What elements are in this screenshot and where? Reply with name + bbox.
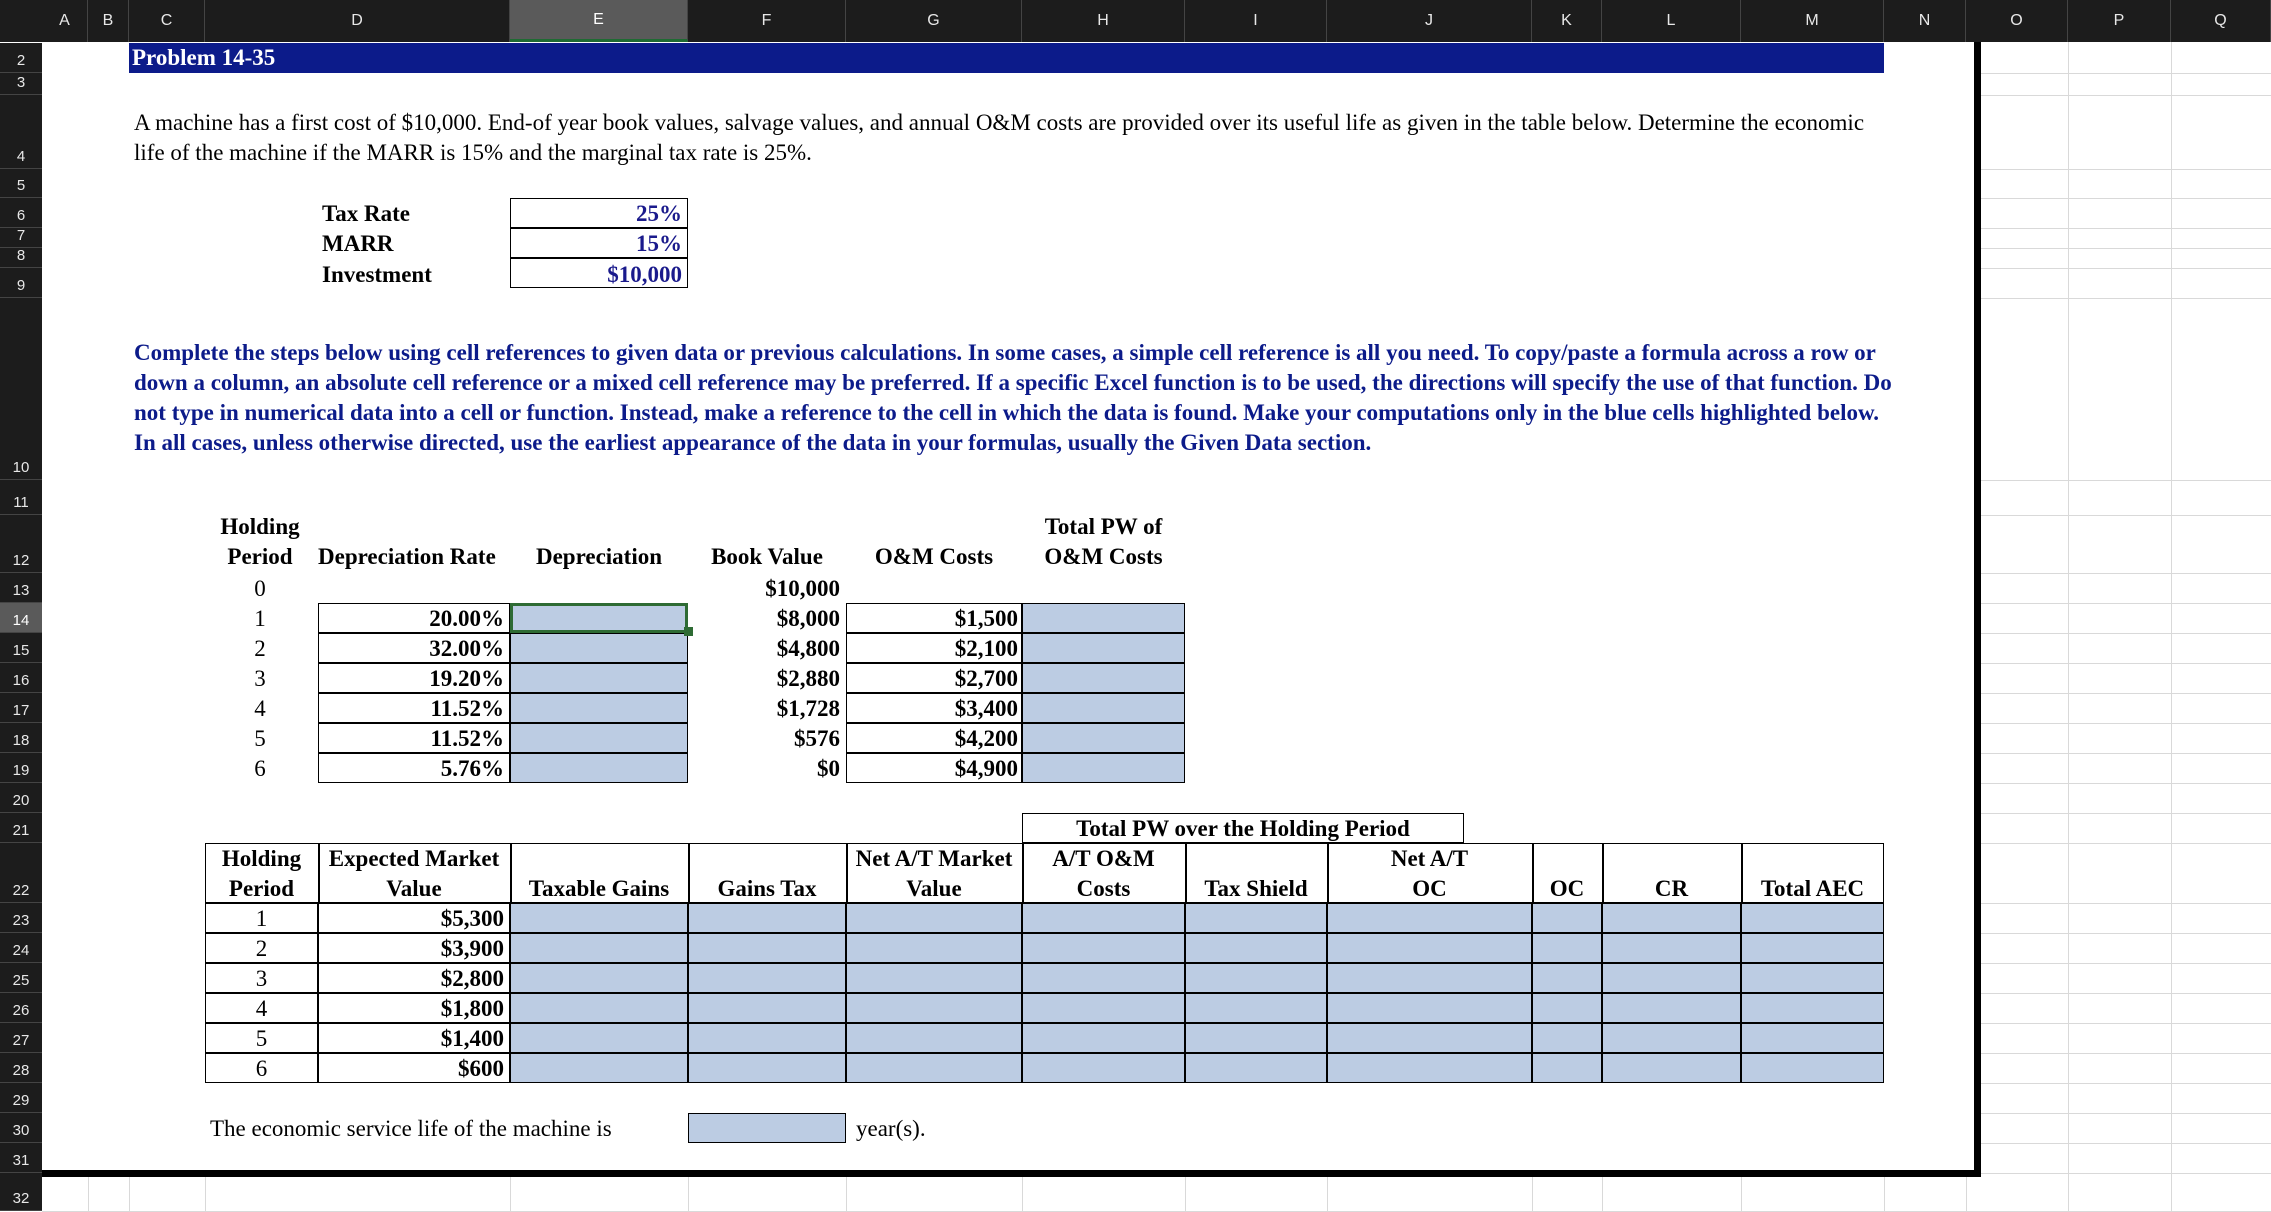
row-header-11[interactable]: 11 xyxy=(0,480,42,515)
t2-cr-input-4[interactable] xyxy=(1602,993,1741,1023)
t1-period-3: 3 xyxy=(254,666,266,691)
row-header-17[interactable]: 17 xyxy=(0,693,42,723)
column-header-e[interactable]: E xyxy=(510,0,688,42)
t1-book-0: $10,000 xyxy=(765,576,840,601)
tax-rate-label: Tax Rate xyxy=(322,201,410,226)
t1-book-4: $1,728 xyxy=(776,696,840,721)
column-header-p[interactable]: P xyxy=(2068,0,2171,42)
t1-depreciation-input-6[interactable] xyxy=(510,753,688,783)
t1-dep-rate-header: Depreciation Rate xyxy=(318,544,496,569)
row-header-29[interactable]: 29 xyxy=(0,1083,42,1113)
t1-depreciation-input-3[interactable] xyxy=(510,663,688,693)
t2-taxable-gains-input-6[interactable] xyxy=(510,1053,688,1083)
t2-net-market-value-input-3[interactable] xyxy=(846,963,1022,993)
t2-at-om-costs-input-6[interactable] xyxy=(1022,1053,1185,1083)
problem-title: Problem 14-35 xyxy=(129,43,1884,73)
row-header-28[interactable]: 28 xyxy=(0,1053,42,1083)
row-header-26[interactable]: 26 xyxy=(0,993,42,1023)
t1-period-4: 4 xyxy=(254,696,266,721)
column-header-o[interactable]: O xyxy=(1966,0,2068,42)
column-header-g[interactable]: G xyxy=(846,0,1022,42)
t2-total-aec-input-2[interactable] xyxy=(1741,933,1884,963)
t2-tax-shield-input-3[interactable] xyxy=(1185,963,1327,993)
t2-net-market-value-input-5[interactable] xyxy=(846,1023,1022,1053)
row-header-4[interactable]: 4 xyxy=(0,95,42,169)
t2-tax-shield-header: Tax Shield xyxy=(1204,876,1308,901)
column-header-l[interactable]: L xyxy=(1602,0,1741,42)
t2-market-6: $600 xyxy=(458,1056,504,1081)
t1-period-6: 6 xyxy=(254,756,266,781)
t1-om-3: $2,700 xyxy=(954,666,1018,691)
t1-om-1: $1,500 xyxy=(954,606,1018,631)
t2-holding-header-top: Holding xyxy=(221,846,302,871)
t1-period-2: 2 xyxy=(254,636,266,661)
t1-book-value-header: Book Value xyxy=(711,544,823,569)
t2-oc-header: OC xyxy=(1549,876,1585,901)
t2-total-aec-input-4[interactable] xyxy=(1741,993,1884,1023)
t2-at-om-costs-input-2[interactable] xyxy=(1022,933,1185,963)
conclusion-label: The economic service life of the machine is xyxy=(210,1116,612,1141)
marr-label: MARR xyxy=(322,231,394,256)
t2-netoc-header-bottom: OC xyxy=(1412,876,1447,901)
row-header-3[interactable]: 3 xyxy=(0,73,42,95)
t2-tax-shield-input-1[interactable] xyxy=(1185,903,1327,933)
t1-pw-header-bottom: O&M Costs xyxy=(1044,544,1163,569)
row-header-7[interactable]: 7 xyxy=(0,228,42,248)
t1-om-5: $4,200 xyxy=(954,726,1018,751)
column-header-f[interactable]: F xyxy=(688,0,846,42)
t2-cr-header: CR xyxy=(1654,876,1689,901)
t1-book-3: $2,880 xyxy=(776,666,840,691)
row-header-12[interactable]: 12 xyxy=(0,515,42,573)
t2-at-om-costs-input-1[interactable] xyxy=(1022,903,1185,933)
column-header-c[interactable]: C xyxy=(129,0,205,42)
t1-pw-header-top: Total PW of xyxy=(1044,514,1163,539)
column-header-m[interactable]: M xyxy=(1741,0,1884,42)
investment-value: $10,000 xyxy=(607,262,682,287)
t1-rate-5: 11.52% xyxy=(430,726,504,751)
t2-gains-tax-input-5[interactable] xyxy=(688,1023,846,1053)
select-all-corner[interactable] xyxy=(0,0,42,42)
t2-market-2: $3,900 xyxy=(440,936,504,961)
t1-pw-om-input-3[interactable] xyxy=(1022,663,1185,693)
row-header-6[interactable]: 6 xyxy=(0,198,42,228)
t1-period-1: 1 xyxy=(254,606,266,631)
t2-total-aec-header: Total AEC xyxy=(1760,876,1865,901)
t2-market-5: $1,400 xyxy=(440,1026,504,1051)
row-header-19[interactable]: 19 xyxy=(0,753,42,783)
t2-oc-input-3[interactable] xyxy=(1532,963,1602,993)
t1-book-1: $8,000 xyxy=(776,606,840,631)
t2-period-2: 2 xyxy=(255,936,268,961)
t2-tax-shield-input-4[interactable] xyxy=(1185,993,1327,1023)
t1-rate-6: 5.76% xyxy=(440,756,504,781)
t2-oc-input-6[interactable] xyxy=(1532,1053,1602,1083)
t1-holding-header-bottom: Period xyxy=(227,544,293,569)
t1-book-6: $0 xyxy=(817,756,840,781)
t2-oc-input-2[interactable] xyxy=(1532,933,1602,963)
t2-cr-input-5[interactable] xyxy=(1602,1023,1741,1053)
t2-taxable-gains-header: Taxable Gains xyxy=(528,876,670,901)
row-header-23[interactable]: 23 xyxy=(0,903,42,933)
t2-net-at-oc-input-3[interactable] xyxy=(1327,963,1532,993)
t2-cr-input-6[interactable] xyxy=(1602,1053,1741,1083)
t2-tax-shield-input-6[interactable] xyxy=(1185,1053,1327,1083)
t2-emv-header-top: Expected Market xyxy=(328,846,500,871)
row-header-24[interactable]: 24 xyxy=(0,933,42,963)
t2-cr-input-2[interactable] xyxy=(1602,933,1741,963)
t2-period-4: 4 xyxy=(255,996,268,1021)
column-header-b[interactable]: B xyxy=(88,0,129,42)
t2-gains-tax-input-1[interactable] xyxy=(688,903,846,933)
t2-group-header: Total PW over the Holding Period xyxy=(1076,816,1410,841)
t2-gains-tax-input-4[interactable] xyxy=(688,993,846,1023)
t2-netoc-header-top: Net A/T xyxy=(1390,846,1469,871)
t2-period-5: 5 xyxy=(255,1026,268,1051)
t1-book-5: $576 xyxy=(794,726,840,751)
t1-rate-3: 19.20% xyxy=(429,666,504,691)
t2-taxable-gains-input-2[interactable] xyxy=(510,933,688,963)
instructions-text: Complete the steps below using cell references to given data or previous calculations. In some cases, a simple cell reference is all you need. To copy/paste a formula across a row or down a column, an absolute cell reference or a mixed cell reference may be preferred. If a specific Excel function is to be used, the directions will specify the use of that function. Do not type in numerical data into a cell or function. Instead, make a reference to the cell in which the data is found. Make your computations only in the blue cells highlighted below. In all cases, unless otherwise directed, use the earliest appearance of the data in your formulas, usually the Given Data section. xyxy=(134,340,1892,455)
row-header-15[interactable]: 15 xyxy=(0,633,42,663)
conclusion-unit: year(s). xyxy=(856,1116,926,1141)
row-header-18[interactable]: 18 xyxy=(0,723,42,753)
row-header-20[interactable]: 20 xyxy=(0,783,42,813)
t2-tax-shield-input-2[interactable] xyxy=(1185,933,1327,963)
t2-holding-header-bottom: Period xyxy=(228,876,295,901)
column-header-d[interactable]: D xyxy=(205,0,510,42)
t2-oc-input-1[interactable] xyxy=(1532,903,1602,933)
t2-total-aec-input-3[interactable] xyxy=(1741,963,1884,993)
row-header-13[interactable]: 13 xyxy=(0,573,42,603)
t2-net-market-value-input-1[interactable] xyxy=(846,903,1022,933)
t2-market-1: $5,300 xyxy=(440,906,504,931)
grid-column-line xyxy=(2068,42,2069,1211)
t2-taxable-gains-input-4[interactable] xyxy=(510,993,688,1023)
t1-book-2: $4,800 xyxy=(776,636,840,661)
economic-life-input[interactable] xyxy=(688,1113,846,1143)
t2-gains-tax-input-3[interactable] xyxy=(688,963,846,993)
t2-total-aec-input-6[interactable] xyxy=(1741,1053,1884,1083)
t1-rate-4: 11.52% xyxy=(430,696,504,721)
t2-period-3: 3 xyxy=(255,966,268,991)
t2-oc-input-5[interactable] xyxy=(1532,1023,1602,1053)
t2-period-1: 1 xyxy=(255,906,268,931)
t1-pw-om-input-4[interactable] xyxy=(1022,693,1185,723)
column-header-a[interactable]: A xyxy=(42,0,88,42)
t1-om-costs-header: O&M Costs xyxy=(874,544,994,569)
row-header-31[interactable]: 31 xyxy=(0,1143,42,1173)
t2-net-at-oc-input-6[interactable] xyxy=(1327,1053,1532,1083)
t2-gains-tax-header: Gains Tax xyxy=(717,876,817,901)
column-header-q[interactable]: Q xyxy=(2171,0,2271,42)
t2-total-aec-input-1[interactable] xyxy=(1741,903,1884,933)
marr-value: 15% xyxy=(636,231,682,256)
row-header-21[interactable]: 21 xyxy=(0,813,42,843)
problem-statement: A machine has a first cost of $10,000. End-of year book values, salvage values, and annual O&M costs are provided over its useful life as given in the table below. Determine the economic life of the machine if the MARR is 15% and the marginal tax rate is 25%. xyxy=(134,110,1865,165)
t2-gains-tax-input-6[interactable] xyxy=(688,1053,846,1083)
t1-holding-header-top: Holding xyxy=(220,514,300,539)
row-header-30[interactable]: 30 xyxy=(0,1113,42,1143)
t2-total-aec-input-5[interactable] xyxy=(1741,1023,1884,1053)
t1-om-6: $4,900 xyxy=(954,756,1018,781)
t2-at-om-costs-input-5[interactable] xyxy=(1022,1023,1185,1053)
column-header-k[interactable]: K xyxy=(1532,0,1602,42)
t2-net-market-value-input-6[interactable] xyxy=(846,1053,1022,1083)
t2-taxable-gains-input-5[interactable] xyxy=(510,1023,688,1053)
t2-market-4: $1,800 xyxy=(440,996,504,1021)
t2-market-3: $2,800 xyxy=(440,966,504,991)
column-header-i[interactable]: I xyxy=(1185,0,1327,42)
t2-net-at-oc-input-2[interactable] xyxy=(1327,933,1532,963)
t1-rate-2: 32.00% xyxy=(429,636,504,661)
t2-taxable-gains-input-1[interactable] xyxy=(510,903,688,933)
t2-emv-header-bottom: Value xyxy=(386,876,442,901)
t2-net-market-value-input-2[interactable] xyxy=(846,933,1022,963)
t1-pw-om-input-2[interactable] xyxy=(1022,633,1185,663)
t2-oc-input-4[interactable] xyxy=(1532,993,1602,1023)
t2-net-at-oc-input-1[interactable] xyxy=(1327,903,1532,933)
t2-cr-input-1[interactable] xyxy=(1602,903,1741,933)
t1-depreciation-input-5[interactable] xyxy=(510,723,688,753)
row-header-22[interactable]: 22 xyxy=(0,843,42,903)
t2-gains-tax-input-2[interactable] xyxy=(688,933,846,963)
investment-label: Investment xyxy=(322,262,432,287)
t2-net-at-oc-input-5[interactable] xyxy=(1327,1023,1532,1053)
row-header-16[interactable]: 16 xyxy=(0,663,42,693)
row-header-9[interactable]: 9 xyxy=(0,268,42,298)
t1-pw-om-input-6[interactable] xyxy=(1022,753,1185,783)
t1-period-5: 5 xyxy=(254,726,266,751)
row-header-5[interactable]: 5 xyxy=(0,169,42,198)
t1-pw-om-input-5[interactable] xyxy=(1022,723,1185,753)
grid-column-line xyxy=(2171,42,2172,1211)
column-header-h[interactable]: H xyxy=(1022,0,1185,42)
t2-at-om-costs-input-3[interactable] xyxy=(1022,963,1185,993)
t1-rate-1: 20.00% xyxy=(429,606,504,631)
t2-netmv-header-bottom: Value xyxy=(906,876,962,901)
t1-om-2: $2,100 xyxy=(954,636,1018,661)
t1-pw-om-input-1[interactable] xyxy=(1022,603,1185,633)
row-header-32[interactable]: 32 xyxy=(0,1173,42,1211)
row-header-10[interactable]: 10 xyxy=(0,298,42,480)
fill-handle[interactable] xyxy=(684,627,693,636)
t2-tax-shield-input-5[interactable] xyxy=(1185,1023,1327,1053)
t1-period-0: 0 xyxy=(254,576,266,601)
row-header-27[interactable]: 27 xyxy=(0,1023,42,1053)
row-header-2[interactable]: 2 xyxy=(0,43,42,73)
column-header-j[interactable]: J xyxy=(1327,0,1532,42)
t2-netmv-header-top: Net A/T Market xyxy=(855,846,1013,871)
row-header-8[interactable]: 8 xyxy=(0,248,42,268)
t1-depreciation-input-2[interactable] xyxy=(510,633,688,663)
t2-at-om-costs-input-4[interactable] xyxy=(1022,993,1185,1023)
row-header-14[interactable]: 14 xyxy=(0,603,42,633)
tax-rate-value: 25% xyxy=(636,201,682,226)
t2-atom-header-bottom: Costs xyxy=(1076,876,1131,901)
t2-atom-header-top: A/T O&M xyxy=(1052,846,1155,871)
t1-depreciation-input-4[interactable] xyxy=(510,693,688,723)
t1-depreciation-input-1[interactable] xyxy=(510,603,688,633)
t1-depreciation-header: Depreciation xyxy=(535,544,663,569)
t2-net-market-value-input-4[interactable] xyxy=(846,993,1022,1023)
t1-om-4: $3,400 xyxy=(954,696,1018,721)
t2-net-at-oc-input-4[interactable] xyxy=(1327,993,1532,1023)
t2-taxable-gains-input-3[interactable] xyxy=(510,963,688,993)
t2-cr-input-3[interactable] xyxy=(1602,963,1741,993)
t2-period-6: 6 xyxy=(255,1056,268,1081)
row-header-25[interactable]: 25 xyxy=(0,963,42,993)
column-header-n[interactable]: N xyxy=(1884,0,1966,42)
